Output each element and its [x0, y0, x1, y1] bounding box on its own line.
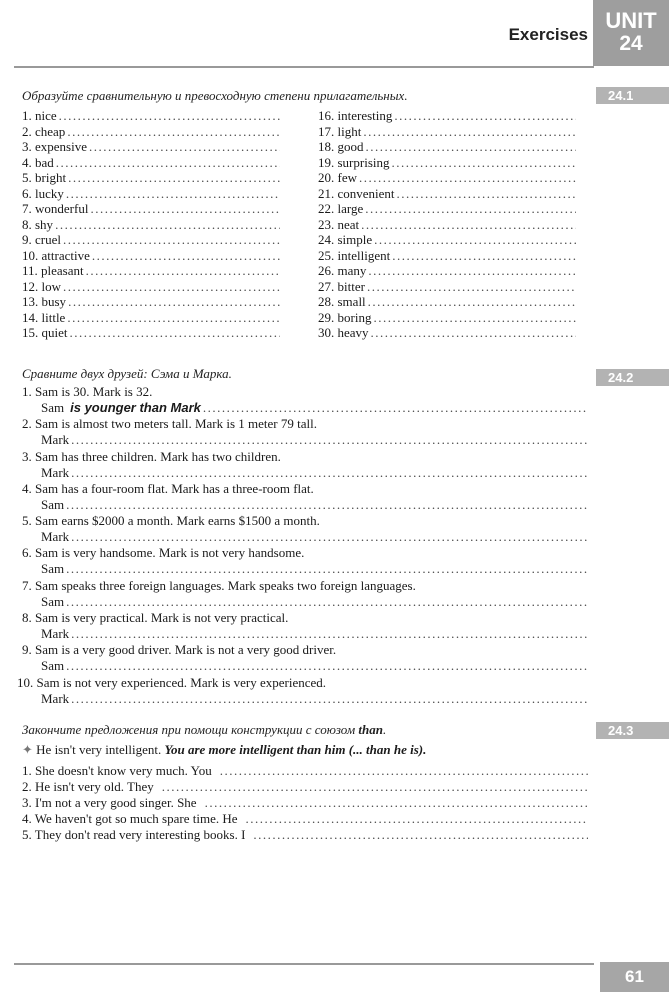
adjective-label: 27. bitter: [318, 278, 365, 294]
exercise-row: [22, 795, 588, 811]
answer-blank[interactable]: [66, 561, 588, 577]
answer-subject: Mark: [41, 529, 70, 545]
adjective-list-right: [318, 108, 576, 341]
list-item: [22, 325, 280, 341]
question-line: 1. Sam is 30. Mark is 32.: [22, 384, 153, 399]
list-item: [318, 279, 576, 295]
adjective-label: 18. good: [318, 139, 364, 154]
answer-blank[interactable]: [56, 155, 280, 171]
list-item: [22, 263, 280, 279]
answer-blank[interactable]: [397, 186, 576, 202]
answer-subject: Sam: [41, 658, 65, 674]
list-item: [22, 279, 280, 295]
unit-number: 24: [619, 32, 643, 55]
answer-blank[interactable]: [253, 827, 588, 843]
filled-answer: is younger than Mark: [70, 400, 201, 415]
unit-badge: [593, 0, 669, 66]
list-item: [22, 310, 280, 326]
answer-blank[interactable]: [71, 691, 588, 707]
adjective-label: 1. nice: [22, 108, 57, 123]
than-exercise: [22, 763, 588, 843]
answer-blank[interactable]: [366, 139, 577, 155]
answer-line: [22, 465, 588, 481]
adjective-label: 29. boring: [318, 309, 372, 325]
list-item: [318, 139, 576, 155]
exercise-badge-24-1: 24.1: [596, 87, 669, 104]
list-item: [22, 201, 280, 217]
adjective-label: 15. quiet: [22, 325, 68, 340]
answer-blank[interactable]: [368, 263, 576, 279]
adjective-label: 9. cruel: [22, 232, 61, 247]
question-line: 7. Sam speaks three foreign languages. Mark speaks two foreign languages.: [22, 577, 416, 593]
list-item: [318, 325, 576, 341]
answer-blank[interactable]: [368, 294, 576, 310]
answer-blank[interactable]: [67, 310, 280, 326]
answer-blank[interactable]: [86, 263, 280, 279]
adjective-list-left: [22, 108, 280, 341]
exercise-3-instruction-text: Закончите предложения при помощи конструкции с союзом: [22, 722, 356, 737]
adjective-label: 21. convenient: [318, 185, 395, 201]
example-answer: You are more intelligent than him: [164, 742, 346, 757]
answer-blank[interactable]: [205, 795, 588, 811]
answer-subject: Mark: [41, 464, 70, 480]
answer-blank[interactable]: [89, 139, 280, 155]
list-item: [318, 232, 576, 248]
adjective-label: 22. large: [318, 201, 364, 216]
answer-blank[interactable]: [365, 201, 576, 217]
list-item: [318, 248, 576, 264]
adjective-label: 3. expensive: [22, 139, 87, 154]
exercise-badge-24-3: 24.3: [596, 722, 669, 739]
adjective-label: 19. surprising: [318, 154, 390, 170]
question-line: 4. Sam has a four-room flat. Mark has a three-room flat.: [22, 480, 314, 496]
answer-line: [22, 658, 588, 674]
answer-blank[interactable]: [68, 170, 280, 186]
list-item: [22, 232, 280, 248]
list-item: [318, 186, 576, 202]
adjective-label: 25. intelligent: [318, 247, 391, 263]
bottom-divider: [14, 963, 594, 965]
answer-line: [22, 561, 588, 577]
adjective-label: 10. attractive: [22, 247, 90, 263]
adjective-label: 13. busy: [22, 294, 67, 309]
example-sentence: [22, 742, 426, 758]
list-item: [318, 263, 576, 279]
adjective-label: 12. low: [22, 278, 61, 294]
answer-blank[interactable]: [71, 626, 588, 642]
exercise-row: [22, 811, 588, 827]
answer-blank[interactable]: [363, 124, 576, 140]
question-line: 5. Sam earns $2000 a month. Mark earns $1500 a month.: [22, 513, 320, 529]
answer-blank[interactable]: [66, 658, 588, 674]
answer-subject: Mark: [41, 690, 70, 706]
adjective-label: 14. little: [22, 309, 66, 325]
sentence-start: 5. They don't read very interesting books. I: [22, 827, 246, 842]
adjective-label: 11. pleasant: [22, 263, 84, 278]
exercise-row: [22, 763, 588, 779]
example-plain: He isn't very intelligent.: [36, 742, 162, 757]
list-item: [22, 186, 280, 202]
adjective-label: 16. interesting: [318, 108, 393, 123]
answer-blank[interactable]: [392, 155, 577, 171]
answer-blank[interactable]: [394, 108, 576, 124]
answer-line: [22, 626, 588, 642]
answer-blank[interactable]: [67, 124, 280, 140]
exercise-row: [22, 779, 588, 795]
answer-blank[interactable]: [63, 232, 280, 248]
adjective-label: 7. wonderful: [22, 201, 89, 216]
answer-subject: Mark: [41, 626, 70, 642]
sentence-start: 3. I'm not a very good singer. She: [22, 795, 197, 810]
answer-blank[interactable]: [359, 170, 576, 186]
answer-blank[interactable]: [71, 529, 588, 545]
top-divider: [14, 66, 594, 68]
example-alt: (... than he is).: [348, 742, 427, 757]
list-item: [22, 294, 280, 310]
example-bullet-icon: ✦: [22, 742, 33, 757]
adjective-label: 24. simple: [318, 232, 373, 247]
answer-blank[interactable]: [246, 811, 588, 827]
exercise-row: [22, 827, 588, 843]
sentence-start: 2. He isn't very old. They: [22, 779, 154, 794]
exercise-2-instruction: Сравните двух друзей: Сэма и Марка.: [22, 366, 232, 381]
question-line: 6. Sam is very handsome. Mark is not very handsome.: [22, 545, 305, 561]
answer-blank[interactable]: [374, 232, 576, 248]
page-number: 61: [600, 962, 669, 992]
adjective-label: 30. heavy: [318, 325, 369, 340]
comparison-exercise: [17, 384, 588, 707]
list-item: [318, 294, 576, 310]
exercise-3-keyword: than: [358, 722, 383, 737]
answer-blank[interactable]: [392, 248, 576, 264]
answer-blank[interactable]: [68, 294, 280, 310]
answer-line: [22, 691, 588, 707]
answer-subject: Mark: [41, 432, 70, 448]
exercise-1-instruction: Образуйте сравнительную и превосходную степени прилагательных.: [22, 88, 408, 103]
list-item: [22, 139, 280, 155]
answer-blank[interactable]: [70, 325, 281, 341]
list-item: [318, 201, 576, 217]
answer-blank[interactable]: [59, 108, 280, 124]
adjective-label: 2. cheap: [22, 123, 66, 139]
answer-blank[interactable]: [371, 325, 576, 341]
section-title: Exercises: [508, 25, 588, 44]
list-item: [22, 170, 280, 186]
answer-blank[interactable]: [66, 594, 588, 610]
sentence-start: 4. We haven't got so much spare time. He: [22, 811, 238, 826]
list-item: [22, 248, 280, 264]
answer-blank[interactable]: [220, 763, 588, 779]
exercise-badge-24-2: 24.2: [596, 369, 669, 386]
answer-blank[interactable]: [55, 217, 280, 233]
answer-blank[interactable]: [361, 217, 576, 233]
answer-subject: Sam: [41, 400, 65, 415]
question-line: 2. Sam is almost two meters tall. Mark is 1 meter 79 tall.: [22, 416, 317, 432]
answer-line: [22, 432, 588, 448]
answer-blank[interactable]: [63, 279, 280, 295]
list-item: [318, 217, 576, 233]
answer-line: [22, 400, 588, 416]
question-line: 3. Sam has three children. Mark has two children.: [22, 448, 281, 464]
adjective-label: 8. shy: [22, 216, 54, 232]
answer-subject: Sam: [41, 561, 65, 577]
adjective-label: 20. few: [318, 170, 357, 185]
answer-blank[interactable]: [203, 400, 588, 416]
answer-subject: Sam: [41, 496, 65, 512]
list-item: [22, 217, 280, 233]
answer-line: [22, 594, 588, 610]
answer-blank[interactable]: [92, 248, 280, 264]
answer-blank[interactable]: [66, 497, 588, 513]
adjective-label: 28. small: [318, 294, 366, 309]
adjective-label: 6. lucky: [22, 185, 64, 201]
list-item: [318, 170, 576, 186]
adjective-label: 17. light: [318, 123, 362, 139]
answer-blank[interactable]: [90, 201, 280, 217]
answer-blank[interactable]: [71, 432, 588, 448]
answer-line: [22, 529, 588, 545]
answer-blank[interactable]: [71, 465, 588, 481]
unit-label: UNIT: [605, 8, 657, 33]
list-item: [318, 124, 576, 140]
list-item: [22, 108, 280, 124]
question-line: 10. Sam is not very experienced. Mark is very experienced.: [17, 674, 327, 690]
answer-blank[interactable]: [66, 186, 280, 202]
adjective-label: 26. many: [318, 263, 367, 278]
answer-line: [22, 497, 588, 513]
list-item: [318, 108, 576, 124]
sentence-start: 1. She doesn't know very much. You: [22, 763, 212, 778]
question-line: 9. Sam is a very good driver. Mark is not a very good driver.: [22, 642, 337, 658]
adjective-label: 23. neat: [318, 216, 360, 232]
list-item: [22, 155, 280, 171]
adjective-label: 4. bad: [22, 154, 54, 170]
list-item: [318, 310, 576, 326]
exercise-3-instruction: Закончите предложения при помощи конструкции с союзом than.: [22, 722, 387, 737]
answer-blank[interactable]: [162, 779, 588, 795]
answer-subject: Sam: [41, 593, 65, 609]
answer-blank[interactable]: [373, 310, 576, 326]
adjective-label: 5. bright: [22, 170, 67, 185]
answer-blank[interactable]: [367, 279, 576, 295]
question-line: 8. Sam is very practical. Mark is not very practical.: [22, 610, 289, 626]
list-item: [318, 155, 576, 171]
list-item: [22, 124, 280, 140]
